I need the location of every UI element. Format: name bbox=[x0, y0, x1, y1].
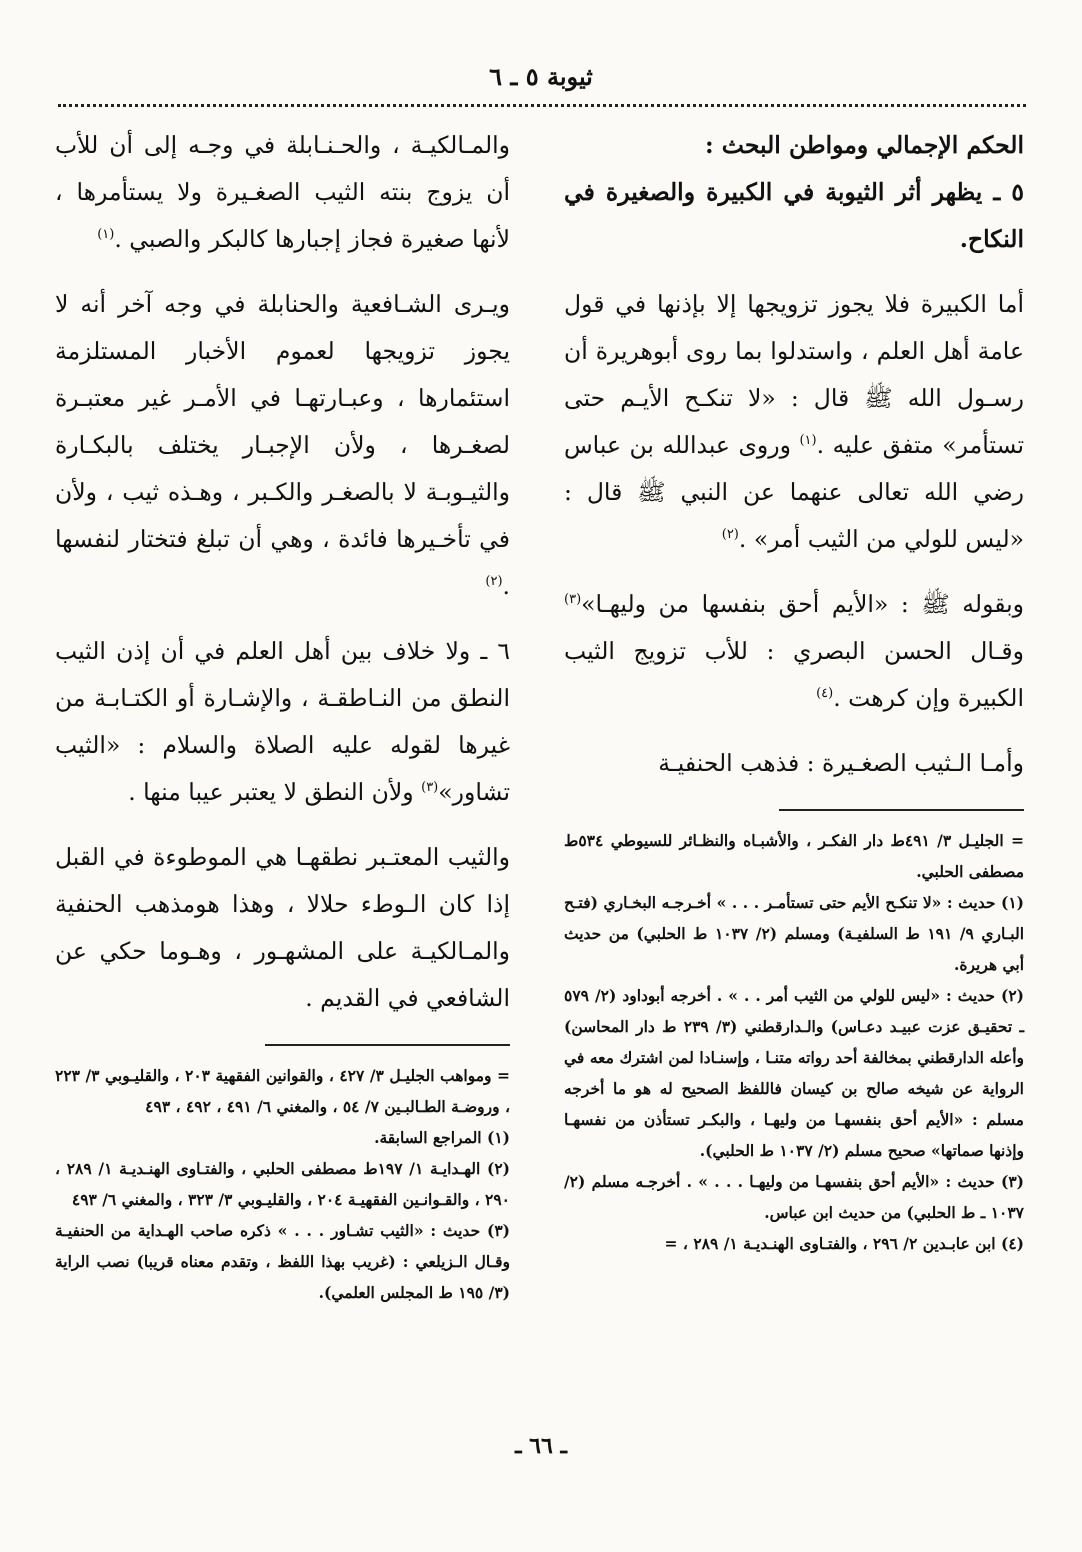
section-heading: الحكم الإجمالي ومواطن البحث : bbox=[704, 131, 1024, 159]
footnote-divider bbox=[265, 1044, 510, 1046]
right-column bbox=[564, 122, 1024, 1259]
footnote: (٤) ابن عابـدين ٢/ ٢٩٦ ، والفتـاوى الهنـديـة ١/ ٢٨٩ ، = bbox=[664, 1234, 1024, 1253]
left-column bbox=[55, 122, 510, 1308]
paragraph: وأمـا الـثيب الصغـيرة : فذهب الحنفيـة bbox=[658, 749, 1024, 777]
footnote: = ومواهب الجليـل ٣/ ٤٢٧ ، والقوانين الفقهية ٢٠٣ ، والقليـوبي ٣/ ٢٢٣ ، وروضـة الطـالبـين ٧/ ٥٤ ، والمغني ٦/ ٤٩١ ، ٤٩٢ ، ٤٩٣ bbox=[55, 1066, 511, 1116]
paragraph: ويـرى الشـافعية والحنابلة في وجه آخر أنه لا يجوز تزويجها لعموم الأخبار المستلزمة استئمارها ، وعبـارتهـا في الأمـر غير معتبـرة لصغـرها ، ولأن الإجبـار يختلف بالبكـارة والثيـوبـة لا بالصغـر والكـبر ، وهـذه ثيب ، ولأن في تأخـيرها فائدة ، وهي أن تبلغ فتختار لنفسها .$^{(٢)}$ bbox=[55, 290, 510, 600]
footnote-ref: (٤) bbox=[816, 686, 834, 702]
paragraph-5: ٥ ـ يظهر أثر الثيوبة في الكبيرة والصغيرة في النكاح. bbox=[564, 178, 1024, 253]
footnote: (١) المراجع السابقة. bbox=[374, 1128, 510, 1147]
footnote-divider bbox=[779, 809, 1024, 811]
footnote: (٢) حديث : «ليس للولي من الثيب أمر . . » . أخرجه أبوداود (٢/ ٥٧٩ ـ تحقيـق عزت عبيـد دعـاس) والـدارقطني (٣/ ٢٣٩ ط دار المحاسن) وأعله الدارقطني بمخالفة أحد رواته متنـا ، وإسنـادا لمن اشترك معه في الرواية عن شيخه صالح بن كيسان فاللفظ الصحيح له هو ما أخرجه مسلم : «الأيم أحق بنفسهـا من وليهـا ، والبكـر تستأذن من نفسهـا وإذنها صماتها» صحيح مسلم (٢/ ١٠٣٧ ط الحلبي). bbox=[564, 986, 1024, 1160]
page-number: ـ ٦٦ ـ bbox=[515, 1433, 567, 1459]
left-main-text bbox=[55, 122, 510, 1022]
right-footnotes bbox=[564, 825, 1024, 1259]
footnote-ref: (٣) bbox=[564, 592, 582, 608]
footnote-ref: (٢) bbox=[721, 527, 739, 543]
footnote-ref: (٢) bbox=[485, 574, 503, 590]
footnote: (٣) حديث : «الأيم أحق بنفسهـا من وليهـا . . . » . أخرجـه مسلم (٢/ ١٠٣٧ ـ ط الحلبي) من حديث ابن عباس. bbox=[564, 1172, 1024, 1222]
paragraph: وبقوله ﷺ : «الأيم أحق بنفسها من وليهـا»$^{(٣)}$ وقـال الحسن البصري : للأب تزويج الثيب الكبيرة وإن كرهت .$^{(٤)}$ bbox=[564, 590, 1024, 712]
left-footnotes bbox=[55, 1060, 510, 1308]
paragraph: والثيب المعتـبر نطقهـا هي الموطوءة في القبل إذا كان الـوطء حلالا ، وهذا هومذهب الحنفية والمـالكيـة على المشهـور ، وهـوما حكي عن الشافعي في القديم . bbox=[55, 843, 510, 1012]
footnote: = الجليـل ٣/ ٤٩١ط دار الفكـر ، والأشبـاه والنظـائر للسيوطي ٥٣٤ط مصطفى الحلبي. bbox=[564, 831, 1025, 881]
paragraph-6: ٦ ـ ولا خلاف بين أهل العلم في أن إذن الثيب النطق من النـاطقـة ، والإشـارة أو الكتـابـة من غيرها لقوله عليه الصلاة والسلام : «الثيب تشاور»$^{(٣)}$ ولأن النطق لا يعتبر عيبا منها . bbox=[55, 637, 510, 806]
page-header: ثيوبة ٥ ـ ٦ bbox=[489, 62, 593, 91]
footnote-ref: (١) bbox=[799, 433, 817, 449]
footnote: (٣) حديث : «الثيب تشـاور . . . » ذكره صاحب الهـداية من الحنفيـة وقـال الـزيلعي : (غريب بهذا اللفظ ، وتقدم معناه قريبا) نصب الراية (٣/ ١٩٥ ط المجلس العلمي). bbox=[55, 1221, 510, 1302]
right-main-text bbox=[564, 122, 1024, 787]
paragraph: أما الكبيرة فلا يجوز تزويجها إلا بإذنها في قول عامة أهل العلم ، واستدلوا بما روى أبوهريرة أن رسـول الله ﷺ قال : «لا تنكـح الأيـم حتى تستأمر» متفق عليه .$^{(١)}$ وروى عبدالله بن عباس رضي الله تعالى عنهما عن النبي ﷺ قال : «ليس للولي من الثيب أمر» .$^{(٢)}$ bbox=[564, 290, 1024, 553]
footnote-ref: (١) bbox=[97, 227, 115, 243]
footnote: (٢) الهـدايـة ١/ ١٩٧ط مصطفى الحلبي ، والفتـاوى الهنـديـة ١/ ٢٨٩ ، ٢٩٠ ، والقـوانـين الفقهيـة ٢٠٤ ، والقليـوبي ٣/ ٣٢٣ ، والمغني ٦/ ٤٩٣ bbox=[55, 1159, 511, 1209]
paragraph: والمـالكيـة ، والحـنـابلة في وجـه إلى أن للأب أن يزوج بنته الثيب الصغـيرة ولا يستأمرها ، لأنها صغيرة فجاز إجبارها كالبكر والصبي .$^{(١)}$ bbox=[55, 131, 510, 253]
footnote-ref: (٣) bbox=[421, 780, 439, 796]
header-divider bbox=[58, 104, 1026, 107]
footnote: (١) حديث : «لا تنكـح الأيم حتى تستأمـر . . . » أخـرجـه البخـاري (فتـح البـاري ٩/ ١٩١ ط السلفيـة) ومسلم (٢/ ١٠٣٧ ط الحلبي) من حديث أبي هريرة. bbox=[564, 893, 1024, 974]
